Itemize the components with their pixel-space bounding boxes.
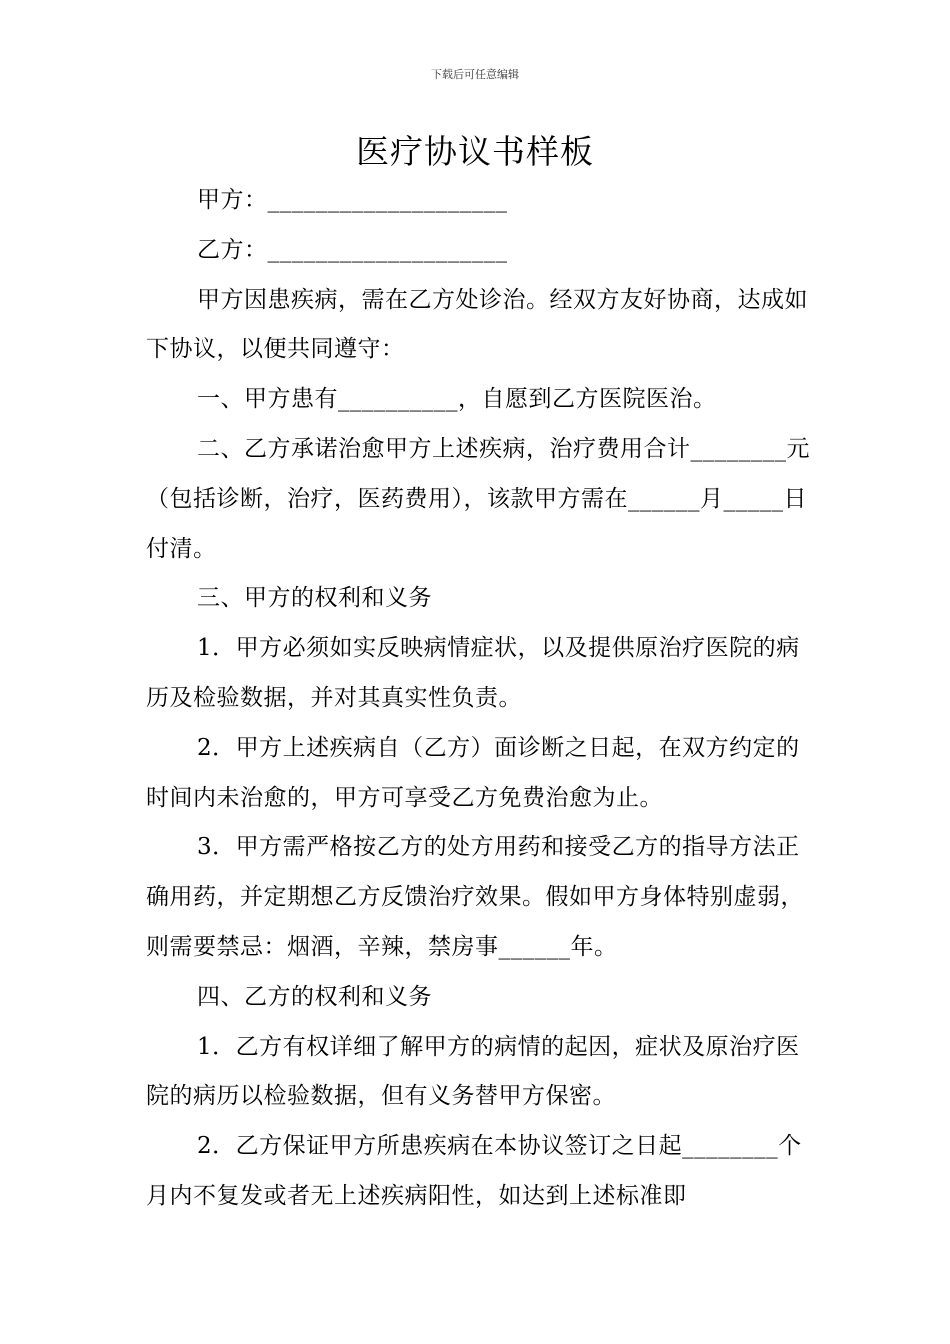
document-body	[146, 176, 810, 1222]
intro-paragraph: 甲方因患疾病，需在乙方处诊治。经双方友好协商，达成如下协议，以便共同遵守：	[146, 286, 808, 363]
section-4-heading: 四、乙方的权利和义务	[197, 983, 432, 1010]
section-4-item-1: 1．乙方有权详细了解甲方的病情的起因，症状及原治疗医院的病历以检验数据，但有义务替甲方保密。	[146, 1033, 800, 1110]
header-note: 下载后可任意编辑	[431, 68, 519, 81]
section-3-item-1: 1．甲方必须如实反映病情症状，以及提供原治疗医院的病历及检验数据，并对其真实性负责。	[146, 635, 800, 711]
clause-1: 一、甲方患有__________，自愿到乙方医院医治。	[197, 386, 717, 413]
section-3-item-3: 3．甲方需严格按乙方的处方用药和接受乙方的指导方法正确用药，并定期想乙方反馈治疗效果。假如甲方身体特别虚弱，则需要禁忌：烟酒，辛辣，禁房事______年。	[146, 834, 804, 960]
section-4-item-2: 2．乙方保证甲方所患疾病在本协议签订之日起________个月内不复发或者无上述疾病阳性，如达到上述标准即	[146, 1133, 802, 1209]
party-a-line: 甲方：____________________	[197, 187, 508, 213]
party-b-line: 乙方：____________________	[197, 236, 508, 263]
section-3-heading: 三、甲方的权利和义务	[197, 585, 432, 612]
section-3-item-2: 2．甲方上述疾病自（乙方）面诊断之日起，在双方约定的时间内未治愈的，甲方可享受乙方免费治愈为止。	[146, 734, 800, 811]
document-title: 医疗协议书样板	[356, 132, 594, 171]
clause-2: 二、乙方承诺治愈甲方上述疾病，治疗费用合计________元（包括诊断，治疗，医药费用），该款甲方需在______月_____日付清。	[146, 435, 810, 562]
